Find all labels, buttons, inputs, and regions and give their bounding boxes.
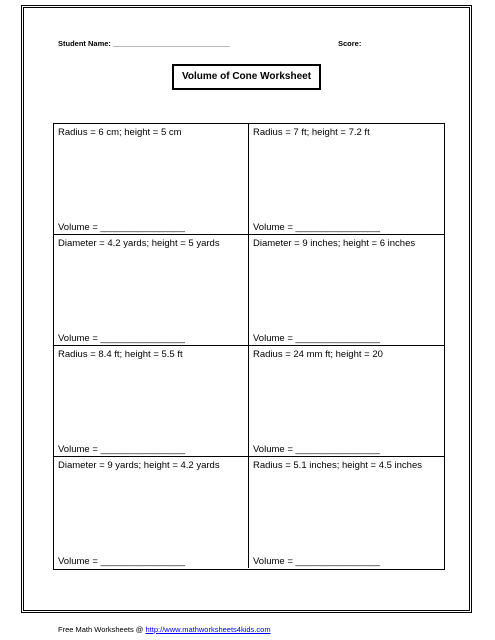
problem-cell-3 [54, 235, 249, 346]
score-field: Score: [338, 39, 362, 48]
problem-cell-7 [54, 457, 249, 568]
problem-question: Diameter = 4.2 yards; height = 5 yards [58, 238, 220, 249]
problem-question: Radius = 5.1 inches; height = 4.5 inches [253, 460, 423, 471]
answer-line: Volume = ________________ [253, 222, 381, 233]
problem-cell-5 [54, 346, 249, 457]
answer-line: Volume = ________________ [253, 556, 381, 567]
answer-line: Volume = ________________ [253, 333, 381, 344]
problem-cell-6 [249, 346, 444, 457]
problem-question: Diameter = 9 yards; height = 4.2 yards [58, 460, 220, 471]
problem-question: Radius = 6 cm; height = 5 cm [58, 127, 182, 138]
problem-cell-4 [249, 235, 444, 346]
answer-line: Volume = ________________ [253, 444, 381, 455]
problem-question: Diameter = 9 inches; height = 6 inches [253, 238, 416, 249]
answer-line: Volume = ________________ [58, 556, 186, 567]
problem-grid [53, 123, 445, 570]
worksheet-title: Volume of Cone Worksheet [172, 64, 321, 90]
footer-text: Free Math Worksheets @ [58, 625, 146, 634]
problem-cell-2 [249, 124, 444, 235]
answer-line: Volume = ________________ [58, 444, 186, 455]
problem-cell-1 [54, 124, 249, 235]
answer-line: Volume = ________________ [58, 333, 186, 344]
footer [58, 625, 271, 634]
student-name-field: Student Name: ____________________________ [58, 39, 230, 48]
answer-line: Volume = ________________ [58, 222, 186, 233]
footer-link[interactable]: http://www.mathworksheets4kids.com [145, 625, 271, 634]
problem-question: Radius = 7 ft; height = 7.2 ft [253, 127, 370, 138]
problem-question: Radius = 24 mm ft; height = 20 [253, 349, 383, 360]
problem-cell-8 [249, 457, 444, 568]
problem-question: Radius = 8.4 ft; height = 5.5 ft [58, 349, 183, 360]
